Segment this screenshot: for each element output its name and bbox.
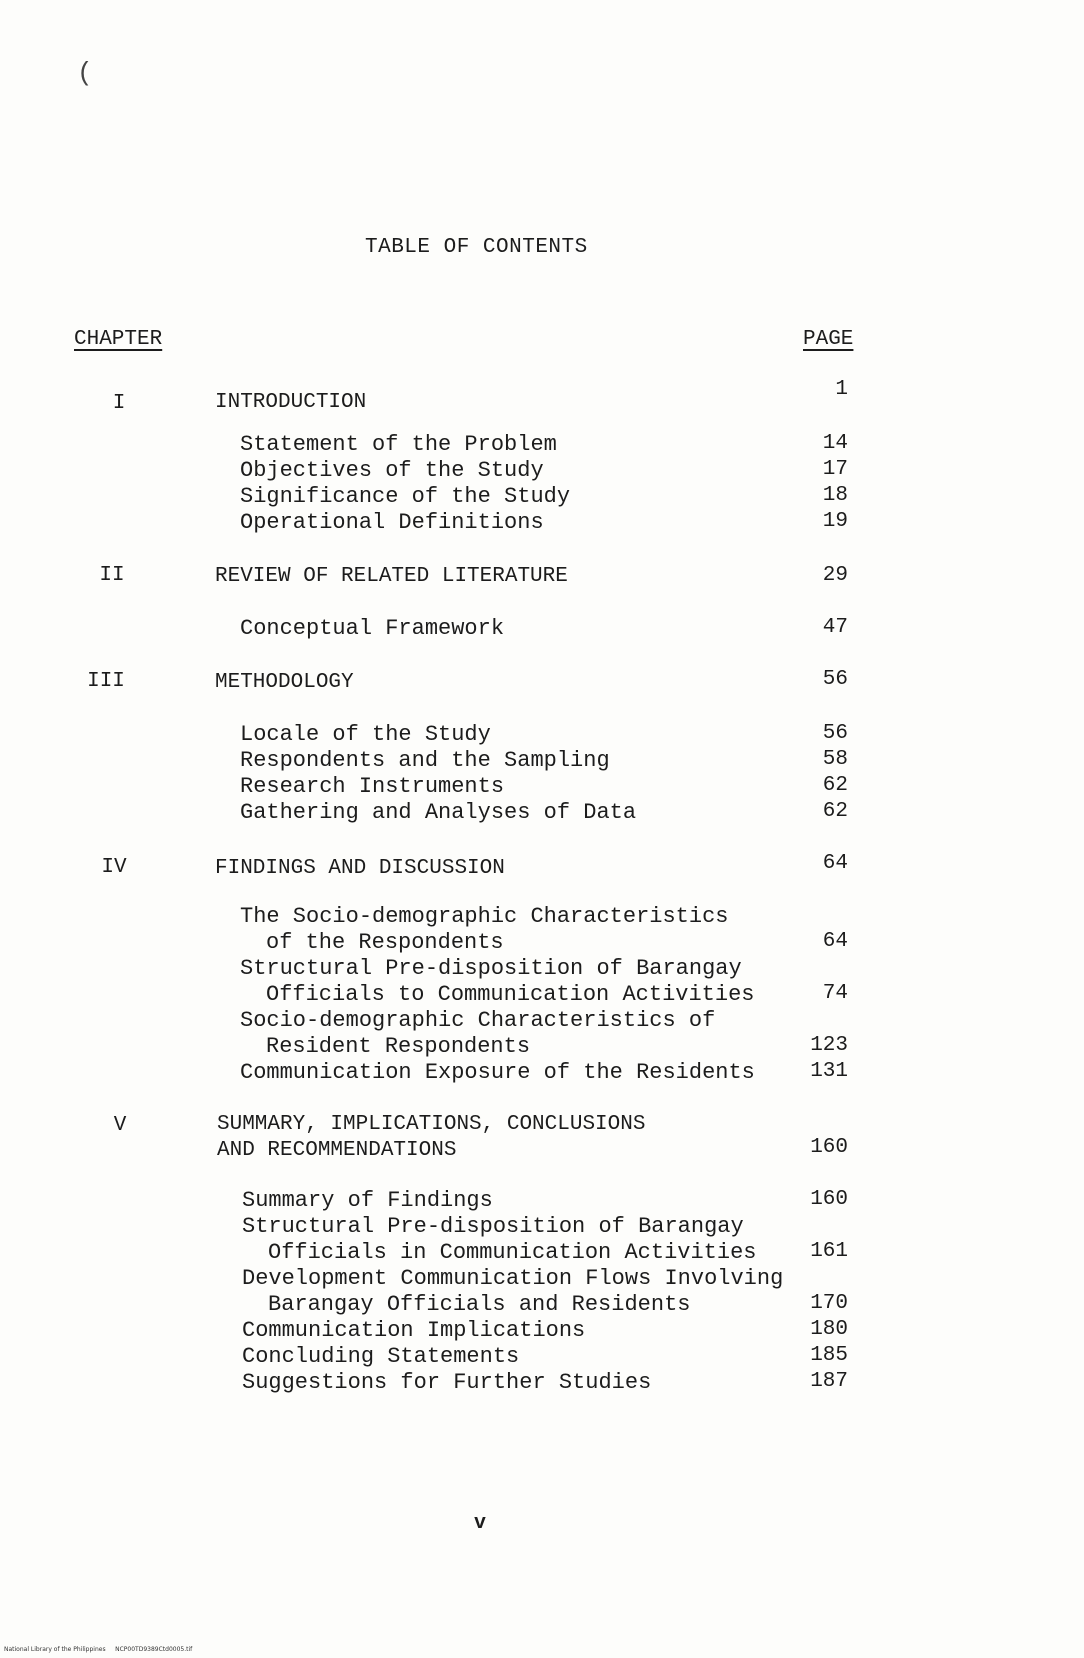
chapter-title: INTRODUCTION xyxy=(215,391,367,414)
page-title: TABLE OF CONTENTS xyxy=(365,236,588,259)
section-title: Structural Pre-disposition of Barangay xyxy=(242,1214,744,1239)
section-page: 74 xyxy=(822,982,848,1005)
chapter-numeral: V xyxy=(113,1114,127,1137)
section-page: 131 xyxy=(810,1060,848,1083)
section-page: 123 xyxy=(810,1034,848,1057)
section-title-continued: Officials in Communication Activities xyxy=(268,1240,757,1265)
section-title: Development Communication Flows Involving xyxy=(242,1266,784,1291)
section-page: 62 xyxy=(822,800,848,823)
chapter-title: SUMMARY, IMPLICATIONS, CONCLUSIONS xyxy=(217,1113,646,1136)
section-title: Significance of the Study xyxy=(240,484,571,509)
page-number: v xyxy=(474,1512,487,1535)
section-page: 19 xyxy=(822,510,848,533)
section-page: 47 xyxy=(822,616,848,639)
page-column-header: PAGE xyxy=(803,328,854,351)
section-page: 17 xyxy=(822,458,848,481)
section-page: 18 xyxy=(822,484,848,507)
section-title: Respondents and the Sampling xyxy=(240,748,610,773)
section-title-continued: Officials to Communication Activities xyxy=(266,982,755,1007)
section-title-continued: of the Respondents xyxy=(266,930,504,955)
section-page: 62 xyxy=(822,774,848,797)
section-title: Conceptual Framework xyxy=(240,616,505,641)
section-page: 187 xyxy=(810,1370,848,1393)
chapter-title: FINDINGS AND DISCUSSION xyxy=(215,857,505,880)
section-page: 170 xyxy=(810,1292,848,1315)
section-title-continued: Barangay Officials and Residents xyxy=(268,1292,691,1317)
chapter-title: REVIEW OF RELATED LITERATURE xyxy=(215,565,568,588)
section-title: Socio-demographic Characteristics of xyxy=(240,1008,716,1033)
section-page: 64 xyxy=(822,930,848,953)
section-title: Communication Implications xyxy=(242,1318,586,1343)
section-title: Objectives of the Study xyxy=(240,458,544,483)
section-title: Suggestions for Further Studies xyxy=(242,1370,652,1395)
section-title-continued: Resident Respondents xyxy=(266,1034,531,1059)
stray-mark: ( xyxy=(77,58,93,88)
section-title: Research Instruments xyxy=(240,774,505,799)
chapter-numeral: III xyxy=(87,670,125,693)
chapter-page: 29 xyxy=(822,564,848,587)
section-title: Statement of the Problem xyxy=(240,432,557,457)
section-page: 14 xyxy=(822,432,848,455)
chapter-page: 160 xyxy=(810,1136,848,1159)
section-page: 161 xyxy=(810,1240,848,1263)
chapter-title-continued: AND RECOMMENDATIONS xyxy=(217,1139,457,1162)
chapter-page: 1 xyxy=(835,378,848,401)
section-page: 58 xyxy=(822,748,848,771)
section-title: Concluding Statements xyxy=(242,1344,520,1369)
section-page: 56 xyxy=(822,722,848,745)
chapter-page: 64 xyxy=(822,852,848,875)
section-title: The Socio-demographic Characteristics xyxy=(240,904,729,929)
library-footer: National Library of the Philippines NCP00TD9389Ctd0005.tif xyxy=(4,1646,193,1653)
chapter-numeral: I xyxy=(112,392,126,415)
chapter-page: 56 xyxy=(822,668,848,691)
chapter-numeral: II xyxy=(99,564,125,587)
chapter-numeral: IV xyxy=(101,856,127,879)
section-title: Gathering and Analyses of Data xyxy=(240,800,637,825)
section-page: 180 xyxy=(810,1318,848,1341)
section-page: 185 xyxy=(810,1344,848,1367)
section-title: Structural Pre-disposition of Barangay xyxy=(240,956,742,981)
chapter-column-header: CHAPTER xyxy=(74,328,163,351)
section-title: Summary of Findings xyxy=(242,1188,493,1213)
section-title: Locale of the Study xyxy=(240,722,491,747)
section-title: Communication Exposure of the Residents xyxy=(240,1060,755,1085)
chapter-title: METHODOLOGY xyxy=(215,671,354,694)
section-page: 160 xyxy=(810,1188,848,1211)
section-title: Operational Definitions xyxy=(240,510,544,535)
